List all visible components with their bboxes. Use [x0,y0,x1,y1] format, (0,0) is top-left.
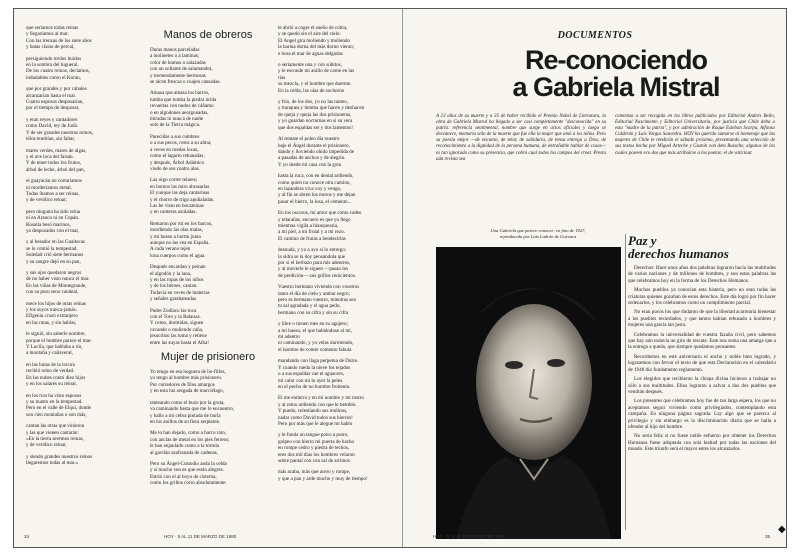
poem-line: Pero su Ángel-Custodio anda la celda [150,460,227,467]
poem-line: árbol de leche, árbol del pan, [26,166,85,173]
poem-line: y el chorro de trigo apuñaladas. [150,196,215,203]
poem-line: se alcen frescas o cuajen cansadas. [150,79,221,86]
poem-column-3 [278,25,394,482]
poem-line: y le esconde mi anillo de carne en las [278,68,355,75]
poem-line: hermano con su cifra y sin su cifra [278,309,349,316]
poem-line: Y de ser grandes nuestros reinos, [26,129,94,136]
poem-line: como quien no conoce otra camino, [278,179,351,186]
poem-line: y su manto en la tempestad. [26,398,83,405]
next-page-arrow-icon: ◆ [778,524,786,535]
sidebar-article [628,234,776,456]
poem-line: la sidra se la doy pensándola que [278,253,346,260]
poem-line: tu sal agradada y el agua pedo, [278,303,341,310]
poem-line: en hornos las miro abrasarlas [150,183,210,190]
poem-line: a veces en ruedas locas, [150,146,199,153]
poem-line: y su sangre dejó en su pan, [26,258,81,265]
poem-line: son cien montañas o son más, [26,411,87,418]
poem-line: y los suyos nunca-jamás. [26,307,77,314]
poem-line: le abrió a coger el sueño de cobra, [278,25,348,31]
poem-line: y tremendamente hermosas [150,72,206,79]
poem-line: mi adentro [278,334,300,341]
poem-line: pero es hermano vuestro, mientras sea [278,297,356,304]
poem-line: indudables como el Korán, [26,74,81,81]
poem-line: Y yo desde mi casa con la gota [278,161,342,168]
poem-line: va caminando hasta que me lo encuentro, [150,406,235,413]
poem-line: a molinetes o a laminas; [150,53,200,60]
poem-line: ellos tendrían, sin faltar, [26,136,76,143]
poem-line: «En la tierra seremos reinas, [26,435,84,442]
poem-line: por el tiempo de desposar, [26,105,80,112]
poem-line: solo de la Tierra mágica. [150,122,201,129]
poem-line: y en los salares su reinar, [26,381,77,388]
poem-line: Y puedo, celestiando sus molinos, [278,408,348,415]
intro-text-left: A 23 años de su muerte y a 35 de haber recibido el Premio Nobel de Literatura, la obra de Gabriela Mistral ha llegado a ser casi completamente "desconocida" en su patria: referencia sentimental, nombre que surge en actos oficiales y luego se desvanece, memoria sólo de la muerte que fue ella la mujer que amó a los niños. Pero su poesía mejor —de encanto, de telar, de sabiduría, de tensa entrega a Dios, de reconocimiento a la dignidad de la persona humana, de entrañable hablar de cosas— es tan ignorada como su presencia, que cobró cual todos los campos del creat. Presta aún revista sea [436,114,606,162]
footer-issue-right: HOY · 5 AL 11 DE MARZO DE 1980 [433,534,506,539]
poem-line: con el Toro y la Balanza. [150,314,201,321]
poem-line: Amasa que amasa los barros, [150,90,210,97]
poem-line: y en las ropas de los niños [150,277,204,283]
poem-line: nadar como David todos sus hierros! [278,414,353,421]
poem-line: Y como, dormidas, siguen [150,320,204,327]
section-label: DOCUMENTOS [557,30,633,41]
poem-line: Y Lucila, que hablaba a río, [26,344,83,351]
poem-line: que por grandes y por cabales [26,86,87,93]
sidebar-paragraph: Los elegidos que recibieron la chispa divina hicieron a trabajar no sólo a sus multitudes. Ellos lograron a salvar a dos dos pueblos que vendrán después. [628,376,776,395]
poem-line: y hallo a mi cebra pintada de burla [150,412,221,419]
sidebar-paragraph: Derechos: Hace unos años dos palabras lograron hacia las multitudes de varios naciones y de millones de hombres, y son estas palabras las que celebramos hoy en la forma de los Derechos Humanos. [628,265,776,284]
poem-line: viudo de sus cuatro alas. [150,165,200,172]
poem-line: Remaron por mí en los barcos, [150,220,213,227]
poem-line: y se quedó sin el aire del cielo. [278,31,341,38]
poem-line: porque el hombre parece el mar. [26,337,92,344]
poem-line: cantan las otras que vinieron [26,423,85,430]
poem-line: y que a pan y arde mucho y muy de tiempo! [278,475,368,482]
poem-line: le han enjaulado como a la tórtola [150,443,220,450]
poem-line: yo tengo al hombre más prisionero. [150,375,223,382]
poem-line: revueltas con nudos de cáñamo [150,103,214,110]
poem-line: o en algodones aeorgonadas, [150,109,209,116]
poem-line: dando y lloviendo ohido impedida de [278,148,354,155]
poem-line: pero ninguna ha sido reina [26,208,81,215]
poem-line: o a sus pecos, rotos a su alma; [150,140,212,147]
poem-line: miradas ni nunca de nadie [150,116,204,123]
left-page [14,9,402,547]
poem-line: Duras manos parceladas [150,47,200,53]
poem-line: Padre Zodíaco las toca [150,307,197,314]
poem-line: y llegaríamos al mar. [26,31,69,38]
poem-line: y en esta luz sesgada de murciélago, [150,388,224,395]
headline-line-2: a Gabriela Mistral [512,72,720,102]
poem-line: baje el Ángel durante el prisionero, [278,142,350,149]
poem-line: A cada verano tejen [150,246,191,253]
poem-line: eres dos mil días los hombres velaron [278,451,355,458]
poem-column-2 [150,25,266,492]
page-number-left: 34 [24,534,30,539]
poem-line: y telarañas, encuero es que yo llego [278,216,351,223]
poem-line: el algodón y la lana, [150,270,192,277]
poem-line: lona cuerpos como el agua. [150,252,206,259]
poem-line: entre las suyas hasta el Alba! [150,339,209,346]
poem-line: y tranquea y tiemba que hacen y dezhacen [278,105,365,112]
poem-line: y yo guardan nocturnas en si su vera [278,118,353,125]
poem-line: o seriamente una y con súbitos, [278,62,342,69]
poem-line: de perdición— sus grillos cenicientos. [278,272,356,279]
poem-line: y sus ojos quedaron negros [26,270,82,276]
poem-line: ni caminando, y yo velas durmiendo, [278,340,354,347]
poem-line: Y cuando rueda la nieve los tejados [278,364,351,371]
poem-line: o a sus espaldas cae el aguacero, [278,371,345,378]
poem-line: en los ríos ha visto esposos [26,392,82,399]
magazine-spread [13,8,787,548]
poem-line: que dos espaldas ser y dos lamentos! [278,124,353,131]
poem-line: persiguiendo tordos huidos [26,55,82,62]
poem-line: En las viñas de Montegrande, [26,282,87,289]
poem-line: Pero en el valle de Elqui, donde [26,405,91,412]
photo-caption [458,228,618,239]
poem-line: más acaba, más que acero y rompe, [278,469,351,476]
sidebar-paragraph: Recordemos en este aniversario el ancho y noble bien logrado, y lograremos con fervor el texto de que esta Declaración en el calendario de 1948 dio fundamento reglamento. [628,353,776,373]
poem-line: alcanzarían hasta el mar. [26,92,77,99]
poem-line: El camino de frutas a bendecirlas [278,235,346,242]
poem-line: Y de tener todos los frutos, [26,160,81,167]
poem-line: Efigenia cruzó extranjero [26,313,78,320]
poem-line: en las rutas, y sin hablar, [26,319,77,326]
sidebar-paragraph: No eran pocos los que dudaron de que la libertad acarrearía bienestar a los pueblos recordados, y que tantos habían rehusado a hombres y mujeres una gracia tan justa. [628,309,776,329]
poem-line: como David, rey de Judá. [26,123,79,130]
poem-line: cavando o moliendo caña, [150,326,204,333]
poem-line: llegaremos todas al mar.» [26,460,79,467]
poem-line: Al remate el poleo día nuestro [278,136,340,143]
poem-line: y señales garabateadas [150,296,197,303]
sidebar-paragraph: Los presentes que celebramos hoy fue de tan larga espera, los que no aceptamos seguir viviendo como privilegiados, contemplando esta campaña. En ninguna página sagrada. Lay algo que se parezca al privilegio y sin embargo es la discriminación diaria que se halla a ofender al hijo del hombre. [628,398,776,430]
poem-line: y al fin se abren los muros y me dejan [278,192,356,199]
poem-line: y después, Árbol Adámico [150,159,205,166]
poem-line: ni en Arauco ni en Copán. [26,215,80,222]
poem-line: y en canteras azuladas. [150,209,197,216]
headline-line-1: Re-conociendo [524,45,707,75]
poem-line: mordiendo las olas malas, [150,227,203,234]
poem-line: recibió reino de verdad. [26,368,75,375]
poem-line: en lazandera viva voy y vengo, [278,185,342,192]
poem-line: tumba que tumba la piedra ácida [150,96,217,103]
poem-line: en rompe cedro y piedra de techos, [278,445,350,452]
poem-line: pasar el hierro, la losa, el cemento... [278,198,352,205]
poem-line: Yo tengo en esa hoguera de ho-fillos, [150,369,226,376]
poem-line: con un sollame de salamandra, [150,66,213,73]
poem-line: ni morderíamos metal. [26,184,72,191]
footer-issue-left: HOY · 5 AL 11 DE MARZO DE 1980 [164,534,237,539]
poem-line: y batas claras de percal, [26,44,75,51]
poem-line: como los grillos corro absolutamente. [150,480,227,487]
poem-line: Después encardan y peinan [150,264,206,271]
poem-line: mi calor con mi lo ayer la pelea [278,377,343,384]
poem-line: aunque no las vea en España. [150,239,210,246]
poem-line: por sí el herbazo para mis adentros, [278,260,351,266]
poem-line: el hombre de comer comento fabula [278,346,352,353]
intro-text-right: comienza a ser recogida en los libros publicados por Editorial Andrés Bello, Editorial Nascimento y Editorial Universitaria, por justicia que Chile deba a esta "madre de la patria", y por admiración de Roque Esteban Scarpa, Alfonso Calderón y Luis Vargas Saavedra. HOY ha querido sumarse al homenaje que las mujeres de Chile le rendirán el sábado próximo, presentando una selección de sus textos hecha por Miguel Arteche y Gastón von dem Bussche, algunos de los cuales poseen eco dos que más atribuirse a los poetas: el de vaticinar. [615,114,775,156]
poem-line: tanteando como el buzo por la gruta, [150,399,225,406]
poem-line: a mi hueso, el que habiéndose al mí, [278,327,352,334]
poem-line: Las oigo correr telares; [150,177,198,184]
poem-line: El me entierra y en mi nombre y mi rostro [278,395,364,402]
poem-line: En la celda, las olas de sochorno [278,87,345,94]
poem-line: y al reino ardiendo con que le tiemblo. [278,401,357,408]
portrait-image [436,247,621,539]
poem-line: y libre o tienen mes en su agujero; [278,321,349,328]
poem-line: mandando con llaga perpetua de Dulce. [278,358,359,365]
poem-line: y al besador en las Guaitecas [26,239,85,246]
poem-column-1 [26,25,138,467]
poem-line: le siguió, sin saberle nombre, [26,331,86,338]
poem-line: color de humus o salazadas [150,59,206,66]
poem-line: El yunque las deja cantarinas [150,190,210,197]
poem-line: e hora el mar de aguas delgadas [278,50,343,57]
poem-line: y si mucho ven es que están alegres. [150,467,224,474]
poem-line: la harina dorna del más dorno viento; [278,44,355,51]
poem-line: mientras vigila a blanquearía, [278,222,339,229]
poem-line: con anclas de metal en los pies ferreos; [150,436,230,443]
poem-line: y el ave loca del faisán. [26,153,74,160]
poem-line: en el pecho de no hombre frotiento. [278,383,351,390]
poem-line: y de los héroes, cantan. [150,283,198,290]
column-divider [625,234,626,530]
poem-line: Las he visto en bocaminas [150,202,204,209]
poem-line: con su puro seno candeal, [26,289,79,296]
sidebar-paragraph: Celebramos la universalidad de vuestra fazaña civil, pero sabemos que hay aún todavía un giro de rescate. Este nos suma una amarga que a la entrega a queda, que siempre quedamos pensantes. [628,331,776,351]
poem-line: sobre pantal con con sal de arrimos [278,457,350,464]
poem-line: y de verídico reinar, [26,442,67,449]
poem-line: tanto el día de cielo y ambar negro; [278,290,350,297]
poem-line: su mezcla, y el hombre que duerme. [278,81,352,88]
headline [491,47,741,101]
poem-line: En los oscuros, mi amor que como rodeo [278,210,362,217]
poem-line: Estrió con el al hoyo de cisterna, [150,473,217,480]
poem-line: y mi hueso a hortín junta [150,233,201,240]
poem-line: Pero por más que le alegue mi hablo [278,420,353,427]
poem-line: y frío, de los dos, yo no las tanteo, [278,99,349,106]
poem-line: el guayacán no cortaríamos [26,178,82,185]
poem-line: De los cuatro reinos, decíamos, [26,68,90,75]
poem-line: Parecidas a sus cumbres [150,133,200,140]
poem-line: y eran reyes y cantadores [26,116,78,123]
poem-line: Rosalía besó marinos, [26,221,71,228]
poem-line: al gavilán azafranada de cadenas. [150,449,219,456]
poem-line: a montaña y cañaveral, [26,350,73,357]
poem-line: en la sombra del higueral. [26,62,79,69]
poem-line: Soledad crió siete hermanos [26,252,84,259]
poem-line: en los anillos de su fiera serpiente. [150,418,221,425]
poem-line: en las lunas de la locura [26,361,75,368]
sidebar-paragraph: No sería feliz si no fuese noble esfuerzo por obtener los Derechos Humanos fuese adoptada con sola lealtad por todas las naciones del mundo. Este triunfo será el mayor entre los alcanzados. [628,433,776,453]
poem-line: Con las trenzas de los siete años [26,37,92,44]
poem-line: Todavía en veces de materias [150,289,210,296]
poem-line: y siendo grandes nuestros reinos [26,453,93,460]
caption-line-1: Una Gabriela que parece conocer: en foto de 1927, [490,228,586,233]
poem-line: ya desposados con el mar, [26,227,80,234]
poem-title-mujer: Mujer de prisionero [160,351,256,364]
portrait-photo [436,247,621,539]
poem-title-manos: Manos de obreros [163,29,253,41]
sidebar-paragraph: Muchos pueblos ya conocían esta histeria, pero no eran todas las criaturas quienes gozaban de estos derechos. Este día logró por fin hacer ordenarlos, y los celebramos como un cumplimiento parcial. [628,287,776,307]
poem-line: que seríamos todas reinas [26,25,79,31]
sidebar-title: Paz y derechos humanos [628,234,729,261]
right-page [402,9,787,547]
poem-line: y le funda un tangue potro a potro, [278,432,349,439]
poem-line: a mi piel, a mi frutal y a mi rezo. [278,229,345,236]
poem-line: Por corredores de filos amargos [150,381,215,388]
poem-line: El Angel gira moliendo y moliendo [278,37,351,44]
poem-line: En las nubes contó diez hijos [26,374,86,381]
poem-line: de queja y queja las dos prisioneras, [278,111,352,118]
poem-line: desnuda, y yo a ayo si lo entrego; [278,247,347,254]
poem-line: Me lo han dejado, como a barco roto, [150,430,227,437]
poem-line: Vuestro hermano viviendo con vosotros [278,284,360,291]
poem-line: como el lagarto rebanadas, [150,153,205,160]
poem-line: rías [278,74,286,81]
poem-line: de no haber visto nunca el mar. [26,276,90,283]
poem-line: y las que vienen cantarán: [26,429,79,436]
poem-line: jesucristo las toma y retiene [150,333,207,340]
poem-line: Cuatro esposos desposarían, [26,99,84,106]
poem-line: y al moverle le siguen —pasan los [278,266,349,273]
poem-line: a pasadas de anchos y de alegría. [278,155,346,162]
poem-line: Todas íbamos a ser reinas, [26,190,80,197]
poem-line: se lo comió la tempestad. [26,245,78,252]
caption-line-2: reproducida por Luis Ladrón de Guevara [499,233,577,239]
poem-line: hasta la ruca, con en dental ardiendo, [278,173,354,180]
page-number-right: 35 [765,534,771,539]
poem-line: mece los hijos de otras reinas [26,300,86,307]
poem-line: golpeo con hierro mi puerta de hacho [278,438,355,445]
poem-line: y de verídico reinar; [26,197,68,204]
poem-line: mares verdes, mares de algas, [26,147,87,154]
